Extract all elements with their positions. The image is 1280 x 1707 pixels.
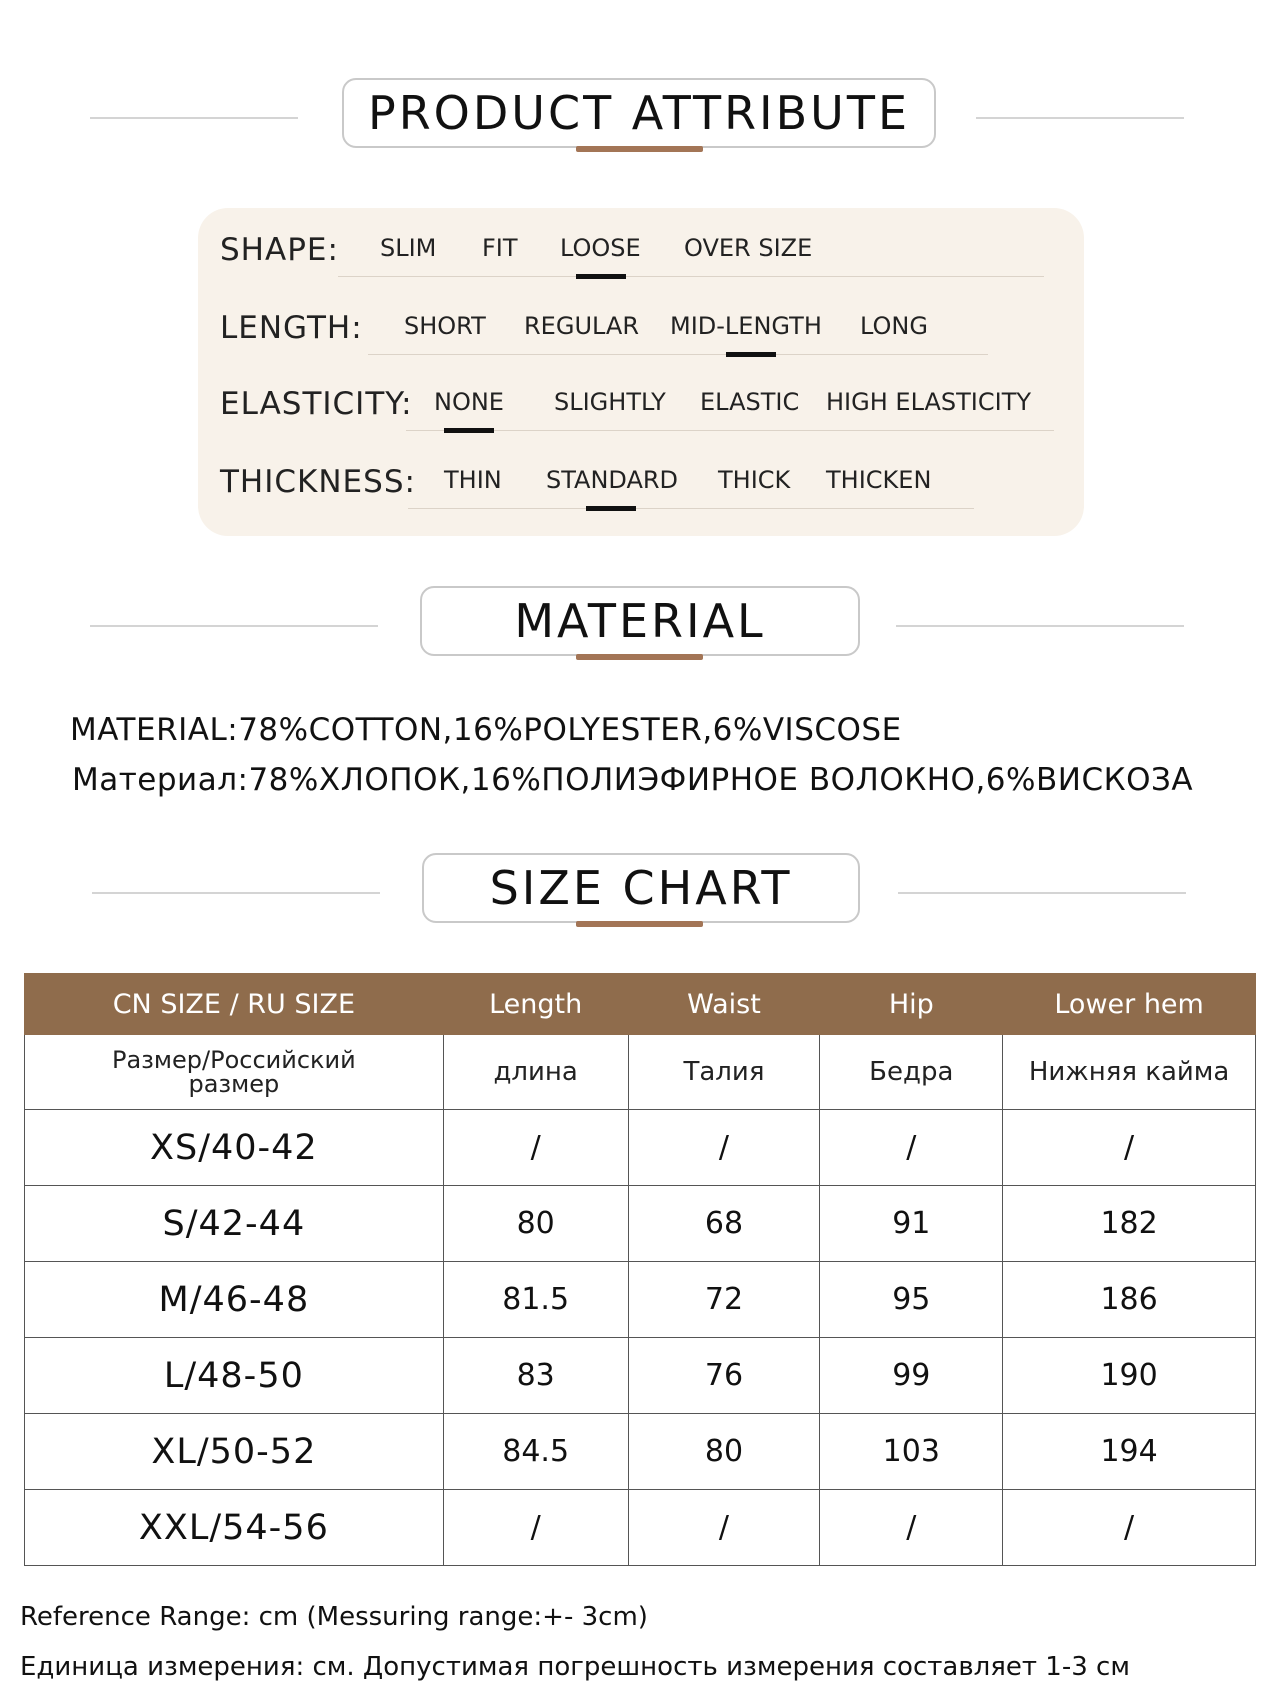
divider-left [90,117,298,119]
ru-header-size [25,1035,444,1110]
ru-header-waist: Талия [628,1035,820,1110]
ru-header-length: длина [443,1035,628,1110]
size-cell: L/48-50 [25,1338,444,1414]
attribute-label: ELASTICITY: [220,386,413,422]
selected-marker [444,428,494,433]
option-high-elasticity: HIGH ELASTICITY [826,388,1032,416]
attribute-label: LENGTH: [220,310,363,346]
hip-cell: 95 [820,1262,1003,1338]
length-cell: / [443,1490,628,1566]
attribute-underline [338,276,1044,277]
waist-cell: 80 [628,1414,820,1490]
option-thick: THICK [718,466,791,494]
option-none: NONE [434,388,504,416]
lower-hem-cell: / [1003,1110,1256,1186]
attribute-underline [408,508,974,509]
waist-cell: / [628,1490,820,1566]
title-accent-bar [576,921,703,927]
table-header-row [25,974,1256,1035]
product-attribute-header [0,78,1280,158]
hip-cell: 103 [820,1414,1003,1490]
option-loose: LOOSE [560,234,641,262]
size-chart-table [24,973,1256,1566]
selected-marker [576,274,626,279]
size-chart-header [0,853,1280,933]
hip-cell: / [820,1490,1003,1566]
attribute-row-shape [198,232,1084,292]
length-cell: / [443,1110,628,1186]
material-value: 78%COTTON,16%POLYESTER,6%VISCOSE [238,712,902,748]
header-cn-ru-size: CN SIZE / RU SIZE [25,974,444,1035]
waist-cell: / [628,1110,820,1186]
material-header [0,586,1280,666]
option-long: LONG [860,312,928,340]
attribute-row-elasticity [198,386,1084,446]
waist-cell: 68 [628,1186,820,1262]
attribute-underline [368,354,988,355]
option-thicken: THICKEN [826,466,932,494]
table-row [25,1262,1256,1338]
option-slightly: SLIGHTLY [554,388,666,416]
hip-cell: 99 [820,1338,1003,1414]
option-over-size: OVER SIZE [684,234,813,262]
option-fit: FIT [482,234,518,262]
section-title-product-attribute: PRODUCT ATTRIBUTE [342,78,936,148]
waist-cell: 72 [628,1262,820,1338]
size-cell: XL/50-52 [25,1414,444,1490]
length-cell: 84.5 [443,1414,628,1490]
header-hip: Hip [820,974,1003,1035]
title-accent-bar [576,146,703,152]
size-cell: M/46-48 [25,1262,444,1338]
material-english [70,712,902,748]
option-regular: REGULAR [524,312,640,340]
attribute-label: SHAPE: [220,232,339,268]
lower-hem-cell: / [1003,1490,1256,1566]
selected-marker [726,352,776,357]
option-thin: THIN [444,466,502,494]
header-lower-hem: Lower hem [1003,974,1256,1035]
waist-cell: 76 [628,1338,820,1414]
attribute-label: THICKNESS: [220,464,416,500]
length-cell: 81.5 [443,1262,628,1338]
selected-marker [586,506,636,511]
material-label: MATERIAL: [70,712,239,748]
hip-cell: / [820,1110,1003,1186]
section-title-material: MATERIAL [420,586,860,656]
divider-right [976,117,1184,119]
option-standard: STANDARD [546,466,679,494]
lower-hem-cell: 182 [1003,1186,1256,1262]
table-row [25,1110,1256,1186]
divider-right [896,625,1184,627]
section-title-size-chart: SIZE CHART [422,853,860,923]
size-cell: XXL/54-56 [25,1490,444,1566]
option-short: SHORT [404,312,486,340]
ru-header-hip: Бедра [820,1035,1003,1110]
attribute-row-thickness [198,464,1084,524]
table-row [25,1338,1256,1414]
length-cell: 83 [443,1338,628,1414]
size-cell: S/42-44 [25,1186,444,1262]
ru-header-lower-hem: Нижняя кайма [1003,1035,1256,1110]
material-value-ru: 78%ХЛОПОК,16%ПОЛИЭФИРНОЕ ВОЛОКНО,6%ВИСКОЗА [248,762,1194,798]
lower-hem-cell: 186 [1003,1262,1256,1338]
length-cell: 80 [443,1186,628,1262]
table-row [25,1414,1256,1490]
title-accent-bar [576,654,703,660]
lower-hem-cell: 190 [1003,1338,1256,1414]
attribute-panel [198,208,1084,536]
header-waist: Waist [628,974,820,1035]
lower-hem-cell: 194 [1003,1414,1256,1490]
table-ru-header-row [25,1035,1256,1110]
table-row [25,1490,1256,1566]
divider-right [898,892,1186,894]
header-length: Length [443,974,628,1035]
option-elastic: ELASTIC [700,388,800,416]
ru-header-size-text: Размер/Российский размер [111,1046,356,1098]
material-russian [72,762,1193,798]
option-slim: SLIM [380,234,437,262]
reference-range-note-ru: Единица измерения: см. Допустимая погрешность измерения составляет 1-3 см [20,1652,1130,1682]
divider-left [90,625,378,627]
reference-range-note: Reference Range: cm (Messuring range:+- 3cm) [20,1602,648,1632]
table-row [25,1186,1256,1262]
attribute-underline [406,430,1054,431]
attribute-row-length [198,310,1084,370]
hip-cell: 91 [820,1186,1003,1262]
material-label-ru: Материал: [72,762,249,798]
divider-left [92,892,380,894]
size-cell: XS/40-42 [25,1110,444,1186]
option-mid-length: MID-LENGTH [670,312,822,340]
